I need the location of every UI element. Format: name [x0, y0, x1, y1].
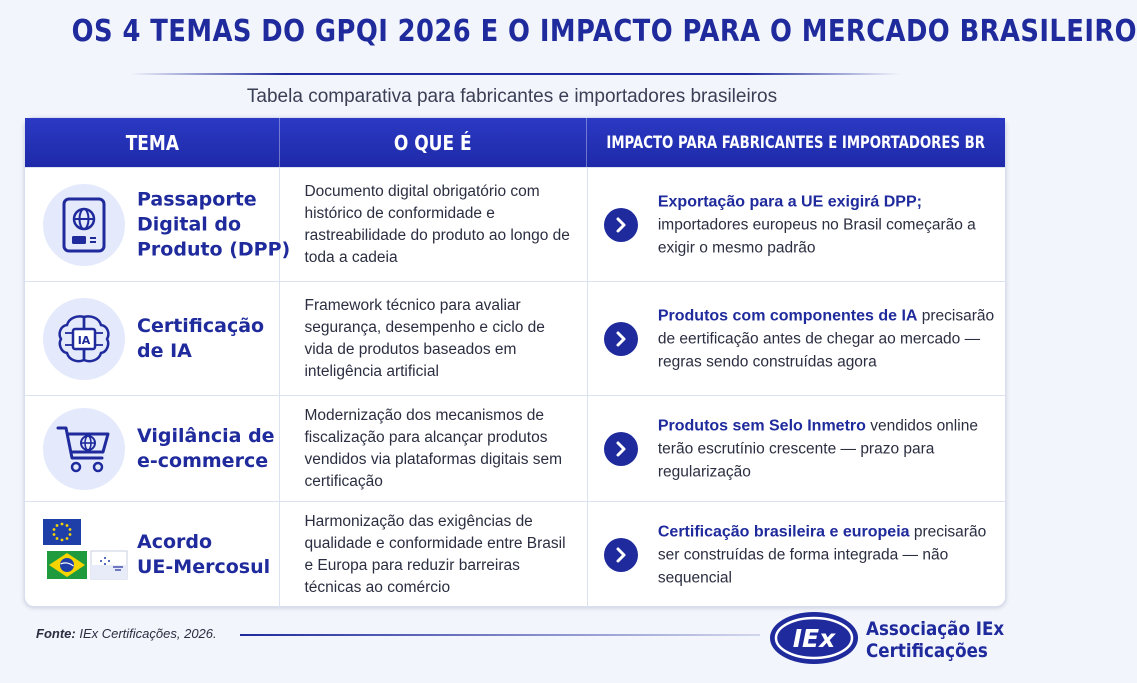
tema-label: Vigilância de e-commerce	[137, 424, 275, 472]
comparison-table	[24, 117, 1006, 607]
oque-cell	[280, 168, 587, 281]
chevron-right-icon	[604, 538, 638, 572]
tema-label: Acordo UE-Mercosul	[137, 531, 271, 578]
impact-cell	[588, 282, 1005, 395]
tema-label: Passaporte Digital do Produto (DPP)	[137, 188, 291, 260]
header-impacto: IMPACTO PARA FABRICANTES E IMPORTADORES BR	[606, 132, 986, 153]
oque-text: Framework técnico para avaliar segurança, desempenho e ciclo de vida de produtos baseados em inteligência artificial	[304, 296, 545, 380]
impact-text: Exportação para a UE exigirá DPP; importadores europeus no Brasil começarão a exigir o mesmo padrão	[657, 193, 976, 256]
page-title: OS 4 TEMAS DO GPQI 2026 E O IMPACTO PARA O MERCADO BRASILEIRO	[71, 14, 1137, 49]
chevron-right-icon	[604, 322, 638, 356]
chevron-right-icon	[604, 432, 638, 466]
oque-text: Modernização dos mecanismos de fiscalização para alcançar produtos vendidos via plataformas digitais sem certificação	[304, 406, 563, 490]
svg-text:IA: IA	[77, 333, 91, 347]
header-tema: TEMA	[25, 118, 280, 167]
tema-cell	[25, 396, 280, 501]
oque-cell	[280, 282, 587, 395]
title-divider	[130, 73, 900, 75]
tema-cell	[25, 282, 280, 395]
source-note: Fonte: IEx Certificações, 2026.	[36, 626, 217, 641]
iex-logo	[768, 610, 860, 671]
impact-cell	[588, 168, 1005, 281]
table-row	[25, 395, 1005, 501]
impact-text: Certificação brasileira e europeia precisarão ser construídas de forma integrada — não sequencial	[657, 523, 987, 587]
oque-text: Documento digital obrigatório com histórico de conformidade e rastreabilidade do produto ao longo de toda a cadeia	[304, 182, 570, 266]
header-oque: O QUE É	[280, 118, 587, 167]
shopping-cart-icon	[43, 408, 125, 490]
impact-text: Produtos sem Selo Inmetro vendidos online terão escrutínio crescente — prazo para regularização	[657, 417, 978, 480]
page-subtitle: Tabela comparativa para fabricantes e importadores brasileiros	[246, 86, 778, 107]
impact-cell	[588, 502, 1005, 608]
ai-brain-icon	[43, 298, 125, 380]
org-name: Associação IEx Certificações	[866, 618, 1005, 662]
oque-cell	[280, 502, 587, 608]
tema-cell	[25, 502, 280, 608]
table-row	[25, 167, 1005, 281]
chevron-right-icon	[604, 208, 638, 242]
table-row	[25, 501, 1005, 608]
passport-icon	[43, 184, 125, 266]
impact-cell	[588, 396, 1005, 501]
logo-mark: IEx	[792, 624, 836, 653]
table-header	[25, 118, 1005, 167]
impact-text: Produtos com componentes de IA precisarão de eertificação antes de chegar ao mercado — regras sendo construídas agora	[657, 307, 995, 370]
oque-text: Harmonização das exigências de qualidade e conformidade entre Brasil e Europa para reduzir barreiras técnicas ao comércio	[304, 513, 566, 596]
table-row	[25, 281, 1005, 395]
eu-mercosul-flags-icon	[43, 517, 127, 593]
tema-label: Certificação de IA	[137, 314, 265, 362]
tema-cell	[25, 168, 291, 281]
footer-divider	[240, 634, 760, 636]
oque-cell	[280, 396, 587, 501]
